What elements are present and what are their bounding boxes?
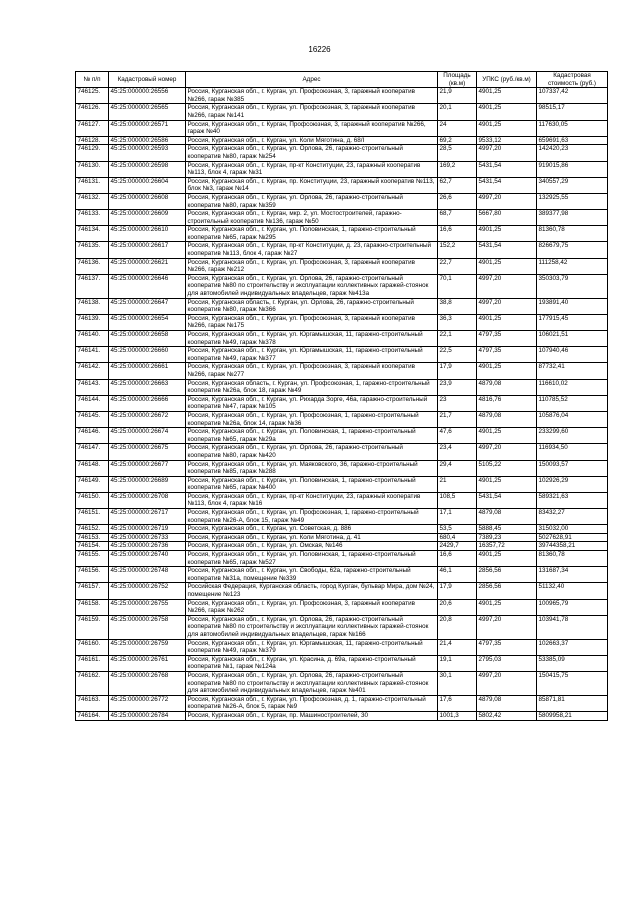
upks-cell: 2856,56 — [477, 567, 537, 583]
address-cell: Россия, Курганская обл., г. Курган, пр. Машиностроителей, 30 — [186, 711, 438, 720]
row-number-cell: 746132. — [76, 193, 109, 209]
cadastral-value-cell: 315032,00 — [537, 525, 608, 534]
cadastral-value-cell: 106021,51 — [537, 331, 608, 347]
row-number-cell: 746158. — [76, 599, 109, 615]
cadastral-number-cell: 45:25:000000:26689 — [109, 476, 186, 492]
row-number-cell: 746126. — [76, 104, 109, 120]
cadastral-value-cell: 81360,78 — [537, 226, 608, 242]
cadastral-number-cell: 45:25:000000:26733 — [109, 533, 186, 542]
table-row — [76, 120, 608, 136]
upks-cell: 4901,25 — [477, 258, 537, 274]
table-row — [76, 258, 608, 274]
row-number-cell: 746156. — [76, 567, 109, 583]
row-number-cell: 746150. — [76, 492, 109, 508]
row-number-cell: 746153. — [76, 533, 109, 542]
address-cell: Россия, Курганская обл., г. Курган, ул. Профсоюзная, 1, гаражно-строительный кооператив №26-А, блок 15, гараж №49 — [186, 509, 438, 525]
cadastral-number-cell: 45:25:000000:26717 — [109, 509, 186, 525]
upks-cell: 4997,20 — [477, 193, 537, 209]
upks-cell: 4997,20 — [477, 671, 537, 695]
upks-cell: 4879,08 — [477, 411, 537, 427]
area-cell: 1001,3 — [438, 711, 477, 720]
cadastral-value-cell: 389377,98 — [537, 210, 608, 226]
area-cell: 21 — [438, 476, 477, 492]
address-cell: Россия, Курганская обл., г. Курган, ул. Рихарда Зорге, 46а, гаражно-строительный кооператив №47, гараж №105 — [186, 395, 438, 411]
upks-cell: 5802,42 — [477, 711, 537, 720]
address-cell: Российская Федерация, Курганская область, город Курган, бульвар Мира, дом №24, помещение №123 — [186, 583, 438, 599]
address-cell: Россия, Курганская обл., г. Курган, ул. Орлова, 26, гаражно-строительный кооператив №80, гараж №420 — [186, 444, 438, 460]
area-cell: 23 — [438, 395, 477, 411]
upks-cell: 4797,35 — [477, 347, 537, 363]
upks-cell: 16357,72 — [477, 542, 537, 551]
area-cell: 70,1 — [438, 274, 477, 298]
area-cell: 22,5 — [438, 347, 477, 363]
address-cell: Россия, Курганская обл., г. Курган, ул. Советская, д. 886 — [186, 525, 438, 534]
area-cell: 19,1 — [438, 655, 477, 671]
header-num: № п/п — [76, 72, 109, 88]
table-row — [76, 395, 608, 411]
table-row — [76, 145, 608, 161]
table-row — [76, 509, 608, 525]
cadastral-value-cell: 102926,29 — [537, 476, 608, 492]
table-row — [76, 226, 608, 242]
cadastral-value-cell: 919015,86 — [537, 161, 608, 177]
upks-cell: 4997,20 — [477, 615, 537, 639]
cadastral-number-cell: 45:25:000000:26608 — [109, 193, 186, 209]
address-cell: Россия, Курганская обл., г. Курган, ул. Профсоюзная, 3, гаражный кооператив №266, гараж №277 — [186, 363, 438, 379]
address-cell: Россия, Курганская обл., г. Курган, ул. Юргамышская, 11, гаражно-строительный кооператив №49, гараж №379 — [186, 639, 438, 655]
address-cell: Россия, Курганская обл., г. Курган, мкр. 2, ул. Мостостроителей, гаражно-строительный кооператив №136, гараж №50 — [186, 210, 438, 226]
area-cell: 30,1 — [438, 671, 477, 695]
table-row — [76, 711, 608, 720]
cadastral-number-cell: 45:25:000000:26646 — [109, 274, 186, 298]
address-cell: Россия, Курганская обл., г. Курган, ул. Профсоюзная, 3, гаражный кооператив №266, гараж №385 — [186, 88, 438, 104]
cadastral-value-cell: 102663,37 — [537, 639, 608, 655]
table-row — [76, 298, 608, 314]
cadastral-value-cell: 150093,57 — [537, 460, 608, 476]
table-row — [76, 599, 608, 615]
upks-cell: 5431,54 — [477, 177, 537, 193]
cadastral-value-cell: 589321,63 — [537, 492, 608, 508]
cadastral-number-cell: 45:25:000000:26610 — [109, 226, 186, 242]
table-row — [76, 476, 608, 492]
upks-cell: 4879,08 — [477, 509, 537, 525]
cadastral-number-cell: 45:25:000000:26617 — [109, 242, 186, 258]
address-cell: Россия, Курганская обл., г. Курган, ул. Свободы, 62а, гаражно-строительный кооператив №31а, помещение №339 — [186, 567, 438, 583]
header-address: Адрес — [186, 72, 438, 88]
cadastral-number-cell: 45:25:000000:26663 — [109, 379, 186, 395]
cadastral-value-cell: 110785,52 — [537, 395, 608, 411]
cadastral-number-cell: 45:25:000000:26658 — [109, 331, 186, 347]
area-cell: 68,7 — [438, 210, 477, 226]
area-cell: 17,6 — [438, 695, 477, 711]
row-number-cell: 746133. — [76, 210, 109, 226]
address-cell: Россия, Курганская обл., г. Курган, ул. Маяковского, 36, гаражно-строительный кооператив №85, гараж №288 — [186, 460, 438, 476]
row-number-cell: 746137. — [76, 274, 109, 298]
cadastral-number-cell: 45:25:000000:26598 — [109, 161, 186, 177]
cadastral-number-cell: 45:25:000000:26674 — [109, 428, 186, 444]
cadastral-value-cell: 350303,79 — [537, 274, 608, 298]
upks-cell: 2856,56 — [477, 583, 537, 599]
upks-cell: 4901,25 — [477, 104, 537, 120]
cadastral-number-cell: 45:25:000000:26675 — [109, 444, 186, 460]
address-cell: Россия, Курганская обл., г. Курган, ул. Профсоюзная, 3, гаражный кооператив №266, гараж №175 — [186, 314, 438, 330]
upks-cell: 4879,08 — [477, 379, 537, 395]
address-cell: Россия, Курганская обл., г. Курган, Профсоюзная, 3, гаражный кооператив №266, гараж №40 — [186, 120, 438, 136]
table-row — [76, 161, 608, 177]
area-cell: 22,1 — [438, 331, 477, 347]
cadastral-number-cell: 45:25:000000:26609 — [109, 210, 186, 226]
upks-cell: 4901,25 — [477, 363, 537, 379]
address-cell: Россия, Курганская обл., г. Курган, ул. Юргамышская, 11, гаражно-строительный кооператив №49, гараж №378 — [186, 331, 438, 347]
upks-cell: 4901,25 — [477, 120, 537, 136]
address-cell: Россия, Курганская обл., г. Курган, ул. Половинская, 1, гаражно-строительный кооператив №65, гараж №295 — [186, 226, 438, 242]
address-cell: Россия, Курганская обл., г. Курган, ул. Половинская, 1, гаражно-строительный кооператив №65, гараж №400 — [186, 476, 438, 492]
table-row — [76, 533, 608, 542]
row-number-cell: 746129. — [76, 145, 109, 161]
address-cell: Россия, Курганская обл., г. Курган, ул. Орлова, 26, гаражно-строительный кооператив №80 по строительству и эксплуатации коллективных гаражей-стоянок для автомобилей индивидуальных владельцев, гараж №413а — [186, 274, 438, 298]
upks-cell: 4901,25 — [477, 551, 537, 567]
area-cell: 29,4 — [438, 460, 477, 476]
row-number-cell: 746148. — [76, 460, 109, 476]
cadastral-number-cell: 45:25:000000:26660 — [109, 347, 186, 363]
row-number-cell: 746141. — [76, 347, 109, 363]
cadastral-value-cell: 85871,81 — [537, 695, 608, 711]
row-number-cell: 746162. — [76, 671, 109, 695]
cadastral-value-cell: 107337,42 — [537, 88, 608, 104]
cadastral-value-cell: 103941,78 — [537, 615, 608, 639]
cadastral-value-cell: 111258,42 — [537, 258, 608, 274]
row-number-cell: 746161. — [76, 655, 109, 671]
area-cell: 26,6 — [438, 193, 477, 209]
table-row — [76, 411, 608, 427]
address-cell: Россия, Курганская обл., г. Курган, пр. Конституции, 23, гаражный кооператив №113, блок №3, гараж №14 — [186, 177, 438, 193]
row-number-cell: 746125. — [76, 88, 109, 104]
row-number-cell: 746164. — [76, 711, 109, 720]
upks-cell: 4901,25 — [477, 88, 537, 104]
row-number-cell: 746163. — [76, 695, 109, 711]
upks-cell: 4997,20 — [477, 444, 537, 460]
area-cell: 38,8 — [438, 298, 477, 314]
row-number-cell: 746130. — [76, 161, 109, 177]
area-cell: 24 — [438, 120, 477, 136]
address-cell: Россия, Курганская обл., г. Курган, ул. Профсоюзная, 3, гаражный кооператив №266, гараж №212 — [186, 258, 438, 274]
address-cell: Россия, Курганская обл., г. Курган, ул. Юргамышская, 11, гаражно-строительный кооператив №49, гараж №377 — [186, 347, 438, 363]
row-number-cell: 746147. — [76, 444, 109, 460]
cadastral-value-cell: 142420,23 — [537, 145, 608, 161]
upks-cell: 4797,35 — [477, 331, 537, 347]
area-cell: 152,2 — [438, 242, 477, 258]
address-cell: Россия, Курганская обл., г. Курган, ул. Орлова, 26, гаражно-строительный кооператив №80 по строительству и эксплуатации коллективных гаражей-стоянок для автомобилей индивидуальных владельцев, гараж №401 — [186, 671, 438, 695]
table-row — [76, 193, 608, 209]
table-row — [76, 104, 608, 120]
cadastral-number-cell: 45:25:000000:26647 — [109, 298, 186, 314]
page-number: 16226 — [308, 45, 331, 54]
cadastral-number-cell: 45:25:000000:26556 — [109, 88, 186, 104]
area-cell: 20,6 — [438, 599, 477, 615]
area-cell: 21,7 — [438, 411, 477, 427]
area-cell: 21,4 — [438, 639, 477, 655]
area-cell: 21,9 — [438, 88, 477, 104]
area-cell: 46,1 — [438, 567, 477, 583]
row-number-cell: 746140. — [76, 331, 109, 347]
address-cell: Россия, Курганская обл., г. Курган, ул. Половинская, 1, гаражно-строительный кооператив №65, гараж №527 — [186, 551, 438, 567]
address-cell: Россия, Курганская область, г. Курган, ул. Профсоюзная, 1, гаражно-строительный кооператив №26а, блок 18, гараж №49 — [186, 379, 438, 395]
table-row — [76, 551, 608, 567]
row-number-cell: 746155. — [76, 551, 109, 567]
area-cell: 169,2 — [438, 161, 477, 177]
address-cell: Россия, Курганская обл., г. Курган, ул. Орлова, 26, гаражно-строительный кооператив №80, гараж №254 — [186, 145, 438, 161]
upks-cell: 4901,25 — [477, 314, 537, 330]
cadastral-value-cell: 826679,75 — [537, 242, 608, 258]
address-cell: Россия, Курганская обл., г. Курган, ул. Профсоюзная, 3, гаражный кооператив №266, гараж №262 — [186, 599, 438, 615]
cadastral-value-cell: 150415,75 — [537, 671, 608, 695]
row-number-cell: 746152. — [76, 525, 109, 534]
address-cell: Россия, Курганская обл., г. Курган, ул. Профсоюзная, д. 1, гаражно-строительный кооператив №26-А, блок 5, гараж №9 — [186, 695, 438, 711]
area-cell: 2429,7 — [438, 542, 477, 551]
table-row — [76, 88, 608, 104]
cadastral-value-cell: 131687,34 — [537, 567, 608, 583]
upks-cell: 4901,25 — [477, 428, 537, 444]
row-number-cell: 746135. — [76, 242, 109, 258]
table-row — [76, 583, 608, 599]
upks-cell: 4901,25 — [477, 226, 537, 242]
cadastral-number-cell: 45:25:000000:26748 — [109, 567, 186, 583]
cadastral-number-cell: 45:25:000000:26759 — [109, 639, 186, 655]
upks-cell: 4997,20 — [477, 274, 537, 298]
cadastral-number-cell: 45:25:000000:26677 — [109, 460, 186, 476]
table-row — [76, 363, 608, 379]
row-number-cell: 746131. — [76, 177, 109, 193]
cadastral-value-cell: 5809958,21 — [537, 711, 608, 720]
table-row — [76, 655, 608, 671]
upks-cell: 5431,54 — [477, 492, 537, 508]
cadastral-value-cell: 116610,02 — [537, 379, 608, 395]
area-cell: 23,9 — [438, 379, 477, 395]
cadastral-value-cell: 87732,41 — [537, 363, 608, 379]
table-row — [76, 444, 608, 460]
area-cell: 108,5 — [438, 492, 477, 508]
cadastral-value-cell: 83432,27 — [537, 509, 608, 525]
cadastral-number-cell: 45:25:000000:26571 — [109, 120, 186, 136]
cadastral-number-cell: 45:25:000000:26719 — [109, 525, 186, 534]
cadastral-table — [75, 71, 608, 721]
upks-cell: 4997,20 — [477, 298, 537, 314]
upks-cell: 5105,22 — [477, 460, 537, 476]
area-cell: 20,1 — [438, 104, 477, 120]
cadastral-value-cell: 117630,05 — [537, 120, 608, 136]
cadastral-number-cell: 45:25:000000:26708 — [109, 492, 186, 508]
table-row — [76, 274, 608, 298]
address-cell: Россия, Курганская обл., г. Курган, пр-кт Конституции, 23, гаражный кооператив №113, блок 4, гараж №31 — [186, 161, 438, 177]
upks-cell: 9533,12 — [477, 136, 537, 145]
table-row — [76, 542, 608, 551]
area-cell: 20,8 — [438, 615, 477, 639]
cadastral-value-cell: 51132,40 — [537, 583, 608, 599]
table-row — [76, 460, 608, 476]
cadastral-number-cell: 45:25:000000:26784 — [109, 711, 186, 720]
table-row — [76, 615, 608, 639]
area-cell: 22,7 — [438, 258, 477, 274]
cadastral-value-cell: 100965,79 — [537, 599, 608, 615]
area-cell: 680,4 — [438, 533, 477, 542]
row-number-cell: 746160. — [76, 639, 109, 655]
table-row — [76, 314, 608, 330]
area-cell: 36,3 — [438, 314, 477, 330]
cadastral-value-cell: 39744358,21 — [537, 542, 608, 551]
row-number-cell: 746159. — [76, 615, 109, 639]
row-number-cell: 746127. — [76, 120, 109, 136]
cadastral-number-cell: 45:25:000000:26604 — [109, 177, 186, 193]
table-row — [76, 136, 608, 145]
address-cell: Россия, Курганская обл., г. Курган, ул. Коли Мяготина, д. 68/I — [186, 136, 438, 145]
cadastral-number-cell: 45:25:000000:26740 — [109, 551, 186, 567]
upks-cell: 4901,25 — [477, 599, 537, 615]
area-cell: 28,5 — [438, 145, 477, 161]
address-cell: Россия, Курганская обл., г. Курган, ул. Красина, д. 69а, гаражно-строительный кооператив №1, гараж №124а — [186, 655, 438, 671]
row-number-cell: 746139. — [76, 314, 109, 330]
address-cell: Россия, Курганская обл., г. Курган, ул. Профсоюзная, 1, гаражно-строительный кооператив №26а, блок 14, гараж №36 — [186, 411, 438, 427]
table-row — [76, 347, 608, 363]
address-cell: Россия, Курганская обл., г. Курган, ул. Орлова, 26, гаражно-строительный кооператив №80, гараж №359 — [186, 193, 438, 209]
area-cell: 16,6 — [438, 551, 477, 567]
cadastral-value-cell: 193891,40 — [537, 298, 608, 314]
table-header-row — [76, 72, 608, 88]
upks-cell: 4879,08 — [477, 695, 537, 711]
cadastral-number-cell: 45:25:000000:26755 — [109, 599, 186, 615]
upks-cell: 7389,23 — [477, 533, 537, 542]
cadastral-value-cell: 233299,60 — [537, 428, 608, 444]
table-row — [76, 177, 608, 193]
row-number-cell: 746154. — [76, 542, 109, 551]
table-row — [76, 428, 608, 444]
row-number-cell: 746143. — [76, 379, 109, 395]
area-cell: 17,1 — [438, 509, 477, 525]
row-number-cell: 746134. — [76, 226, 109, 242]
area-cell: 23,4 — [438, 444, 477, 460]
cadastral-number-cell: 45:25:000000:26752 — [109, 583, 186, 599]
cadastral-number-cell: 45:25:000000:26621 — [109, 258, 186, 274]
upks-cell: 4901,25 — [477, 476, 537, 492]
area-cell: 47,6 — [438, 428, 477, 444]
row-number-cell: 746142. — [76, 363, 109, 379]
cadastral-number-cell: 45:25:000000:26672 — [109, 411, 186, 427]
table-row — [76, 331, 608, 347]
table-row — [76, 379, 608, 395]
address-cell: Россия, Курганская обл., г. Курган, ул. Профсоюзная, 3, гаражный кооператив №266, гараж №141 — [186, 104, 438, 120]
address-cell: Россия, Курганская обл., г. Курган, ул. Орлова, 26, гаражно-строительный кооператив №80 по строительству и эксплуатации коллективных гаражей-стоянок для автомобилей индивидуальных владельцев, гараж №166 — [186, 615, 438, 639]
table-row — [76, 671, 608, 695]
cadastral-number-cell: 45:25:000000:26654 — [109, 314, 186, 330]
cadastral-number-cell: 45:25:000000:26761 — [109, 655, 186, 671]
address-cell: Россия, Курганская обл., г. Курган, пр-кт Конституции, д. 23, гаражно-строительный кооператив №113, блок 4, гараж №27 — [186, 242, 438, 258]
area-cell: 17,9 — [438, 363, 477, 379]
cadastral-value-cell: 53385,09 — [537, 655, 608, 671]
table-row — [76, 639, 608, 655]
header-cadastral-number: Кадастровый номер — [109, 72, 186, 88]
address-cell: Россия, Курганская область, г. Курган, ул. Орлова, 26, гаражно-строительный кооператив №80, гараж №366 — [186, 298, 438, 314]
cadastral-number-cell: 45:25:000000:26768 — [109, 671, 186, 695]
table-row — [76, 492, 608, 508]
header-cadastral-value: Кадастровая стоимость (руб.) — [537, 72, 608, 88]
table-row — [76, 695, 608, 711]
header-area: Площадь (кв.м) — [438, 72, 477, 88]
cadastral-number-cell: 45:25:000000:26586 — [109, 136, 186, 145]
row-number-cell: 746151. — [76, 509, 109, 525]
cadastral-value-cell: 81360,78 — [537, 551, 608, 567]
header-upks: УПКС (руб./кв.м) — [477, 72, 537, 88]
cadastral-number-cell: 45:25:000000:26736 — [109, 542, 186, 551]
address-cell: Россия, Курганская обл., г. Курган, пр-кт Конституции, 23, гаражный кооператив №113, блок 4, гараж №16 — [186, 492, 438, 508]
area-cell: 69,2 — [438, 136, 477, 145]
area-cell: 16,6 — [438, 226, 477, 242]
address-cell: Россия, Курганская обл., г. Курган, ул. Омская, №146 — [186, 542, 438, 551]
cadastral-value-cell: 5027628,91 — [537, 533, 608, 542]
upks-cell: 2795,03 — [477, 655, 537, 671]
cadastral-value-cell: 340557,29 — [537, 177, 608, 193]
row-number-cell: 746157. — [76, 583, 109, 599]
cadastral-value-cell: 116934,50 — [537, 444, 608, 460]
row-number-cell: 746128. — [76, 136, 109, 145]
cadastral-number-cell: 45:25:000000:26772 — [109, 695, 186, 711]
cadastral-value-cell: 132925,55 — [537, 193, 608, 209]
table-row — [76, 567, 608, 583]
upks-cell: 5667,80 — [477, 210, 537, 226]
address-cell: Россия, Курганская обл., г. Курган, ул. Половинская, 1, гаражно-строительный кооператив №65, гараж №29а — [186, 428, 438, 444]
upks-cell: 4797,35 — [477, 639, 537, 655]
row-number-cell: 746136. — [76, 258, 109, 274]
row-number-cell: 746149. — [76, 476, 109, 492]
row-number-cell: 746138. — [76, 298, 109, 314]
cadastral-number-cell: 45:25:000000:26666 — [109, 395, 186, 411]
table-row — [76, 210, 608, 226]
cadastral-number-cell: 45:25:000000:26565 — [109, 104, 186, 120]
upks-cell: 5431,54 — [477, 161, 537, 177]
row-number-cell: 746146. — [76, 428, 109, 444]
row-number-cell: 746144. — [76, 395, 109, 411]
row-number-cell: 746145. — [76, 411, 109, 427]
cadastral-number-cell: 45:25:000000:26593 — [109, 145, 186, 161]
cadastral-number-cell: 45:25:000000:26661 — [109, 363, 186, 379]
cadastral-value-cell: 177915,45 — [537, 314, 608, 330]
upks-cell: 4997,20 — [477, 145, 537, 161]
area-cell: 53,5 — [438, 525, 477, 534]
cadastral-number-cell: 45:25:000000:26758 — [109, 615, 186, 639]
cadastral-value-cell: 98515,17 — [537, 104, 608, 120]
cadastral-value-cell: 659691,63 — [537, 136, 608, 145]
cadastral-value-cell: 105876,04 — [537, 411, 608, 427]
table-row — [76, 525, 608, 534]
table-row — [76, 242, 608, 258]
area-cell: 62,7 — [438, 177, 477, 193]
address-cell: Россия, Курганская обл., г. Курган, ул. Коли Мяготина, д. 41 — [186, 533, 438, 542]
cadastral-value-cell: 107940,46 — [537, 347, 608, 363]
area-cell: 17,9 — [438, 583, 477, 599]
upks-cell: 5888,45 — [477, 525, 537, 534]
upks-cell: 5431,54 — [477, 242, 537, 258]
upks-cell: 4816,76 — [477, 395, 537, 411]
